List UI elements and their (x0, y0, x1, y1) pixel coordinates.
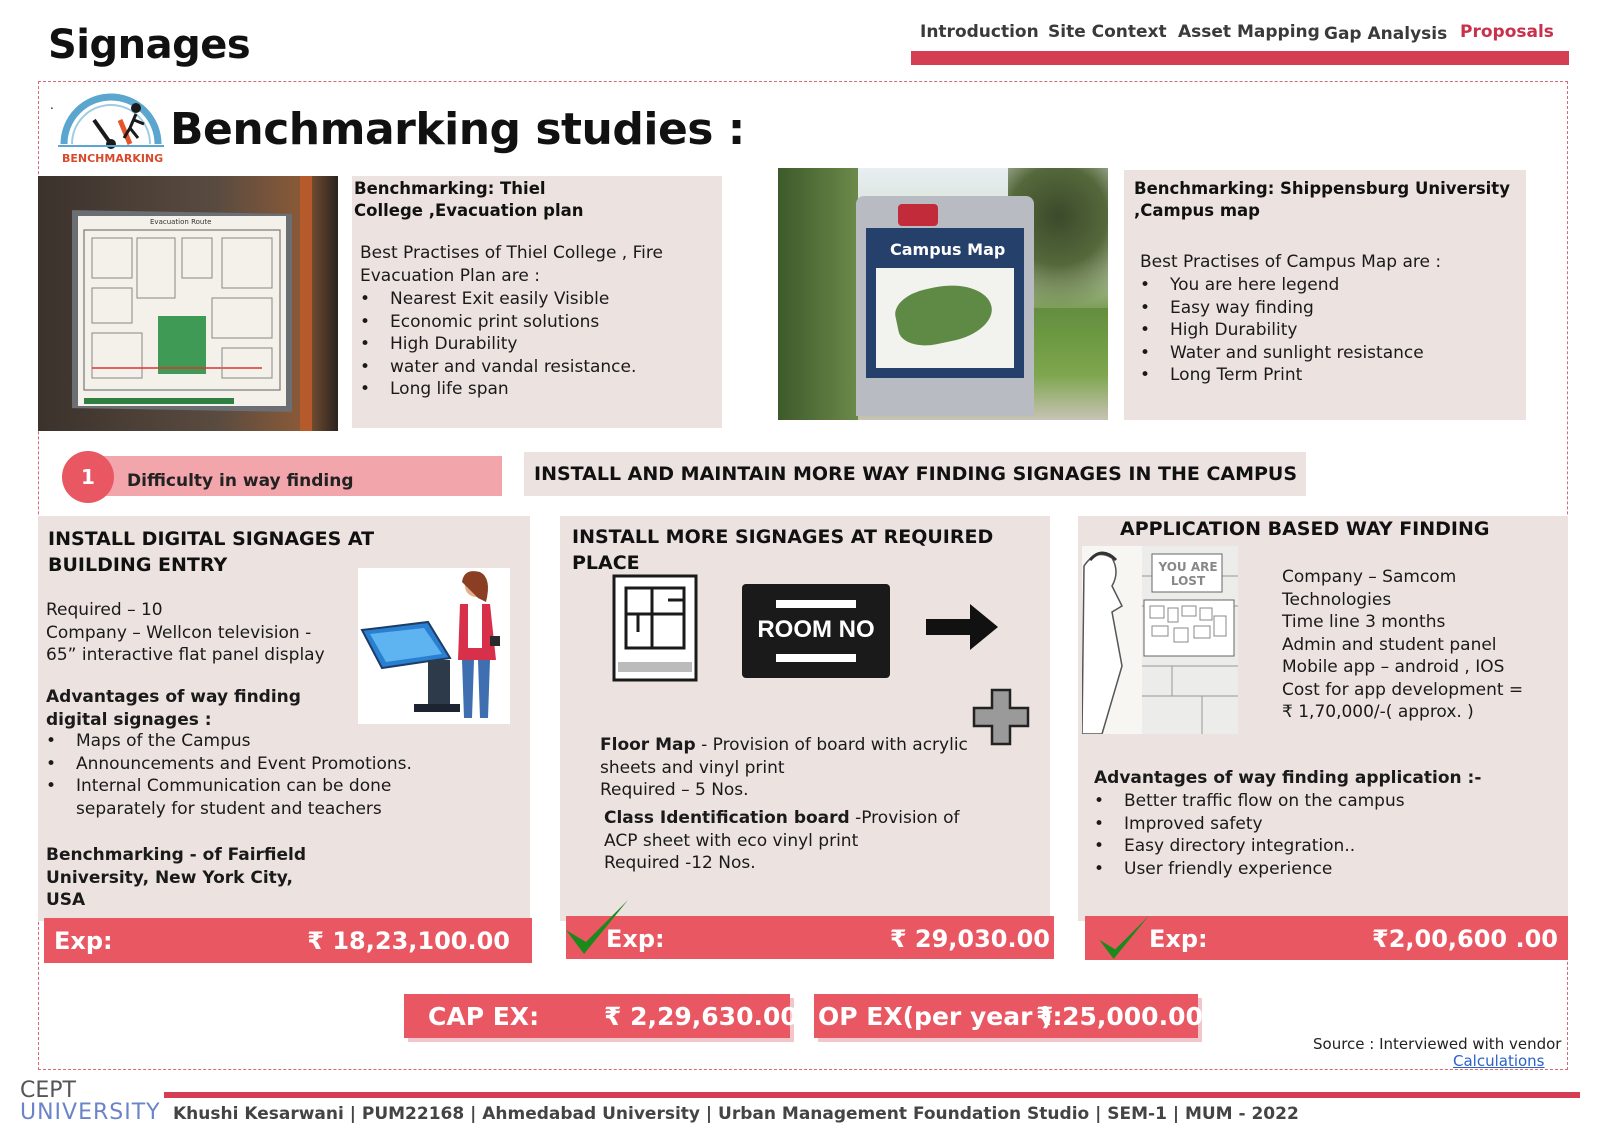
nav-gap-analysis[interactable]: Gap Analysis (1324, 24, 1448, 44)
digital-signage-column (38, 516, 530, 921)
list-item: • water and vandal resistance. (360, 356, 710, 379)
class-board-description (604, 807, 974, 852)
list-item: • You are here legend (1140, 274, 1520, 297)
list-item: • Announcements and Event Promotions. (46, 753, 446, 776)
digital-exp-value: ₹ 18,23,100.00 (307, 927, 510, 955)
digital-display: 65” interactive flat panel display (46, 645, 325, 665)
signages-exp-label: Exp: (606, 925, 665, 953)
capex-value: ₹ 2,29,630.00 (604, 1002, 798, 1031)
app-exp-label: Exp: (1149, 925, 1208, 953)
capex-bar (404, 994, 798, 1038)
source-note: Source : Interviewed with vendor (1313, 1035, 1562, 1053)
list-item: • Maps of the Campus (46, 730, 446, 753)
issue-action-title: INSTALL AND MAINTAIN MORE WAY FINDING SIGNAGES IN THE CAMPUS (524, 452, 1306, 496)
list-item: • Easy directory integration.. (1094, 835, 1554, 858)
cept-logo-top: CEPT (20, 1078, 76, 1103)
nav-asset-mapping[interactable]: Asset Mapping (1178, 22, 1320, 42)
app-panel: Admin and student panel (1282, 634, 1497, 655)
footer-credits: Khushi Kesarwani | PUM22168 | Ahmedabad University | Urban Management Foundation Studio | SEM-1 | MUM - 2022 (173, 1104, 1299, 1124)
evacuation-route-label: Evacuation Route (150, 218, 212, 226)
cept-university-logo (20, 1080, 161, 1124)
opex-bar (814, 994, 1203, 1038)
app-timeline: Time line 3 months (1282, 612, 1446, 632)
digital-kiosk-icon (358, 568, 510, 724)
kiosk-illustration (358, 568, 510, 724)
you-are-lost-text: YOU ARE LOST (1158, 560, 1218, 588)
digital-exp-bar (44, 918, 532, 963)
list-item: • User friendly experience (1094, 858, 1554, 881)
digital-advantages-title: Advantages of way finding digital signages : (46, 687, 301, 730)
issue-number-badge: 1 (62, 451, 114, 503)
signages-column (560, 516, 1050, 921)
floor-map-icon (612, 574, 698, 682)
floor-map-required: Required – 5 Nos. (600, 780, 749, 800)
list-item: • Long life span (360, 378, 710, 401)
list-item: • Water and sunlight resistance (1140, 342, 1520, 365)
signages-title: INSTALL MORE SIGNAGES AT REQUIRED PLACE (572, 526, 994, 574)
checkmark-icon (562, 896, 632, 962)
campus-map-sign-label: Campus Map (890, 240, 1006, 259)
digital-signage-title: INSTALL DIGITAL SIGNAGES AT BUILDING ENTRY (48, 528, 375, 576)
floor-map-label: Floor Map (600, 735, 696, 755)
floor-map-text: - Provision of board with acrylic sheets and vinyl print (600, 735, 968, 778)
campus-map-photo (778, 168, 1108, 420)
checkmark-icon (1096, 910, 1152, 968)
room-no-sign (742, 584, 890, 678)
shippensburg-practices-list (1140, 274, 1520, 387)
opex-value: ₹ 25,000.00 (1036, 1002, 1203, 1031)
app-advantages-list (1094, 790, 1554, 880)
app-exp-value: ₹2,00,600 .00 (1372, 925, 1558, 953)
thiel-benchmark-panel (352, 176, 722, 428)
benchmarking-heading: Benchmarking studies : (170, 104, 745, 155)
class-board-label: Class Identification board (604, 808, 850, 828)
capex-label: CAP EX: (428, 1002, 540, 1031)
list-item: • Better traffic flow on the campus (1094, 790, 1554, 813)
opex-label: OP EX(per year ): (818, 1002, 1063, 1031)
app-title: APPLICATION BASED WAY FINDING (1120, 518, 1490, 540)
shippensburg-panel-title: Benchmarking: Shippensburg University ,Campus map (1134, 179, 1510, 220)
list-item: • High Durability (1140, 319, 1520, 342)
app-company: Company – Samcom Technologies (1282, 567, 1457, 610)
nav-site-context[interactable]: Site Context (1048, 22, 1167, 42)
thiel-evacuation-photo (38, 176, 338, 431)
signages-exp-value: ₹ 29,030.00 (889, 925, 1050, 953)
floor-map-description (600, 734, 980, 779)
app-details (1282, 566, 1538, 724)
digital-exp-label: Exp: (54, 927, 113, 955)
thiel-panel-intro: Best Practises of Thiel College , Fire Evacuation Plan are : (360, 243, 663, 286)
signages-exp-bar (566, 916, 1054, 959)
list-item: • Nearest Exit easily Visible (360, 288, 710, 311)
list-item: • Internal Communication can be done separately for student and teachers (46, 775, 446, 820)
cept-logo-bottom: UNIVERSITY (20, 1100, 161, 1125)
digital-advantages-list (46, 730, 446, 820)
issue-label: Difficulty in way finding (127, 471, 354, 491)
list-item: • Improved safety (1094, 813, 1554, 836)
app-platforms: Mobile app – android , IOS (1282, 657, 1505, 677)
nav-underline-bar (911, 51, 1569, 65)
app-column (1078, 516, 1568, 921)
stray-bullet: . (50, 98, 54, 112)
page-title: Signages (48, 22, 251, 68)
nav-proposals[interactable]: Proposals (1460, 22, 1554, 42)
shippensburg-benchmark-panel (1124, 170, 1526, 420)
digital-required: Required – 10 (46, 600, 163, 620)
list-item: • Easy way finding (1140, 297, 1520, 320)
nav-introduction[interactable]: Introduction (920, 22, 1039, 42)
app-cost: Cost for app development = ₹ 1,70,000/-( approx. ) (1282, 679, 1524, 722)
plus-icon (972, 688, 1030, 746)
thiel-practices-list (360, 288, 710, 401)
app-advantages-title: Advantages of way finding application :- (1094, 768, 1482, 788)
digital-company: Company – Wellcon television - (46, 623, 312, 643)
thiel-panel-title: Benchmarking: Thiel College ,Evacuation plan (354, 179, 584, 220)
class-board-required: Required -12 Nos. (604, 853, 756, 873)
room-no-text: ROOM NO (757, 616, 875, 643)
arrow-right-icon (924, 602, 1000, 652)
footer-bar (164, 1092, 1580, 1098)
app-exp-bar (1085, 916, 1568, 960)
shippensburg-panel-intro: Best Practises of Campus Map are : (1140, 252, 1442, 272)
floor-plan-drawing (82, 228, 282, 398)
list-item: • Long Term Print (1140, 364, 1520, 387)
digital-benchmark: Benchmarking - of Fairfield University, New York City, USA (46, 845, 307, 910)
list-item: • High Durability (360, 333, 710, 356)
lost-sketch-illustration (1082, 546, 1238, 734)
benchmarking-logo (58, 92, 164, 164)
list-item: • Economic print solutions (360, 311, 710, 334)
calculations-link[interactable]: Calculations (1453, 1052, 1545, 1070)
class-board-text: -Provision of ACP sheet with eco vinyl print (604, 808, 960, 851)
benchmarking-logo-text: BENCHMARKING (62, 152, 164, 165)
